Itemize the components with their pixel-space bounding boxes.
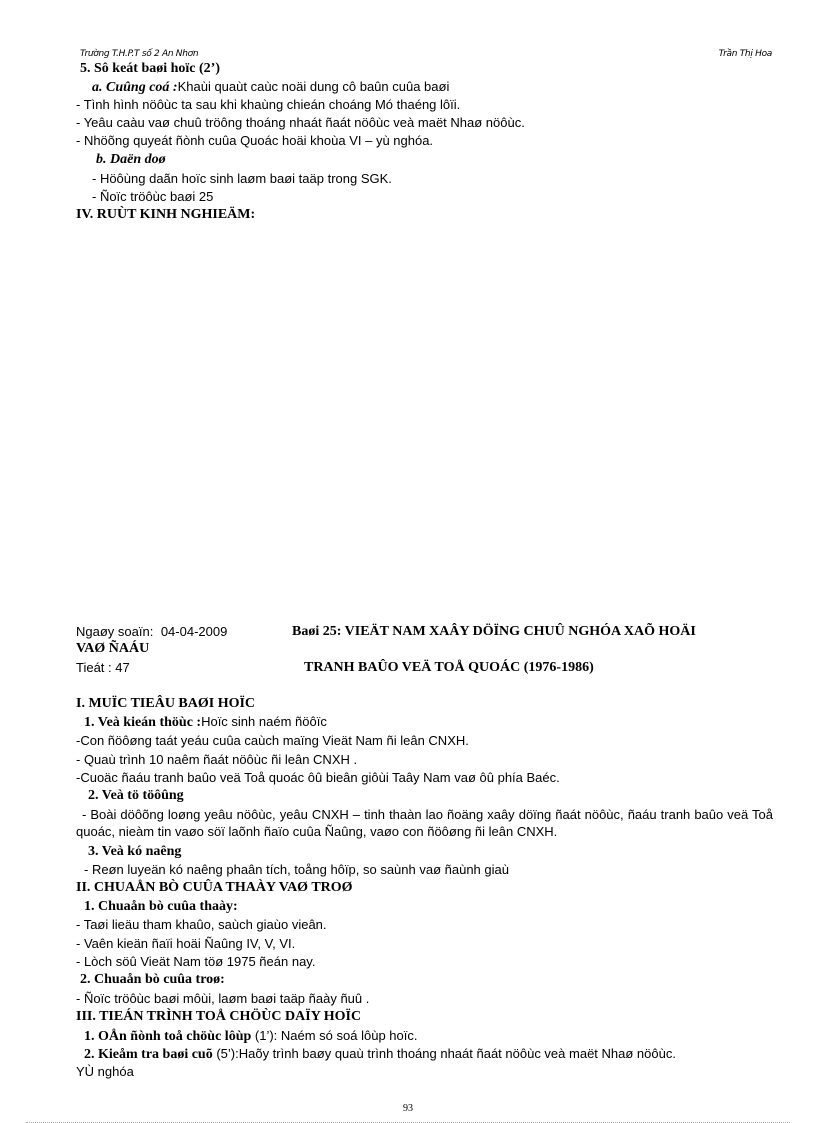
summary-item-3: - Nhöõng quyeát ñònh cuûa Quoác hoäi khoùa VI – yù nghóa. [76,133,434,148]
date-value: 04-04-2009 [160,624,228,639]
period-label: Tieát : 47 [76,660,130,675]
date-label: Ngaøy soaïn: [76,624,154,639]
homework-heading: b. Daën doø [96,152,166,167]
step-1-line [84,1027,417,1045]
teacher-prep-item-3: - Lòch söû Vieät Nam töø 1975 ñeán nay. [76,954,316,969]
lesson-title-row-1 [76,623,773,641]
student-prep-item-1: - Ñoïc tröôùc baøi môùi, laøm baøi taäp ñaày ñuû . [76,991,370,1006]
teacher-prep-item-1: - Taøi lieäu tham khaûo, saùch giaùo vieân. [76,917,327,932]
knowledge-item-3: -Cuoäc ñaáu tranh baûo veä Toå quoác ôû bieân giôùi Taây Nam vaø ôû phía Baéc. [76,770,560,785]
step-2-label: 2. Kieåm tra baøi cuõ [84,1047,213,1062]
skills-heading: 3. Veà kó naêng [88,844,182,859]
step-2-line [76,1045,773,1063]
attitude-heading: 2. Veà tö töôûng [88,788,184,803]
experience-heading: IV. RUÙT KINH NGHIEÄM: [76,207,256,222]
student-prep-heading: 2. Chuaån bò cuûa troø: [80,972,225,987]
summary-heading: 5. Sô keát baøi hoïc (2’) [80,61,220,76]
knowledge-item-1: -Con ñöôøng taát yeáu cuûa caùch maïng Vieät Nam ñi leân CNXH. [76,733,469,748]
lesson-title-1-cont: VAØ ÑAÁU [76,641,150,656]
step-1-label: 1. OÅn ñònh toå chöùc lôùp [84,1029,252,1044]
section-preparation: II. CHUAÅN BÒ CUÛA THAÀY VAØ TROØ [76,880,353,895]
knowledge-text: Hoïc sinh naém ñöôïc [201,714,327,729]
lesson-title-row-2 [76,659,773,677]
teacher-prep-heading: 1. Chuaån bò cuûa thaày: [84,899,238,914]
skills-text: - Reøn luyeän kó naêng phaân tích, toång hôïp, so saùnh vaø ñaùnh giaù [84,862,509,877]
step-2-cont: YÙ nghóa [76,1064,134,1079]
knowledge-line [84,713,327,731]
lesson-title-2: TRANH BAÛO VEÄ TOÅ QUOÁC (1976-1986) [304,660,594,675]
step-2-text: (5’):Haõy trình baøy quaù trình thoáng nhaát ñaát nöôùc veà maët Nhaø nöôùc. [212,1046,676,1061]
lesson-title-1: Baøi 25: VIEÄT NAM XAÂY DÖÏNG CHUÛ NGHÓA XAÕ HOÄI [292,624,696,639]
teacher-prep-item-2: - Vaên kieän ñaïi hoäi Ñaûng IV, V, VI. [76,936,296,951]
summary-item-1: - Tình hình nöôùc ta sau khi khaùng chieán choáng Mó thaéng lôïi. [76,97,461,112]
homework-item-2: - Ñoïc tröôùc baøi 25 [92,189,214,204]
consolidation-line [92,78,449,96]
knowledge-item-2: - Quaù trình 10 naêm ñaát nöôùc ñi leân CNXH . [76,752,358,767]
section-objectives: I. MUÏC TIEÂU BAØI HOÏC [76,696,256,711]
summary-item-2: - Yeâu caàu vaø chuû tröông thoáng nhaát ñaát nöôùc veà maët Nhaø nöôùc. [76,115,525,130]
consolidation-text: Khaùi quaùt caùc noäi dung cô baûn cuûa baøi [177,79,450,94]
consolidation-label: a. Cuûng coá : [92,80,178,95]
attitude-text: - Boài döôõng loøng yeâu nöôùc, yeâu CNXH – tinh thaàn lao ñoäng xaây döïng ñaát nöôùc, ñaáu tranh baûo veä Toå quoác, nieàm tin vaøo söï laõnh ñaïo cuûa Ñaûng, vaøo con ñöôøng ñi leân CNXH. [76,807,773,839]
section-process: III. TIEÁN TRÌNH TOÅ CHÖÙC DAÏY HOÏC [76,1009,362,1024]
header-author: Trần Thị Hoa [718,49,772,59]
homework-item-1: - Höôùng daãn hoïc sinh laøm baøi taäp trong SGK. [92,171,392,186]
page-number: 93 [403,1103,413,1114]
header-school: Trường T.H.P.T số 2 An Nhơn [80,49,199,59]
step-1-text: (1’): Naém só soá lôùp hoïc. [251,1028,418,1043]
knowledge-label: 1. Veà kieán thöùc : [84,715,202,730]
